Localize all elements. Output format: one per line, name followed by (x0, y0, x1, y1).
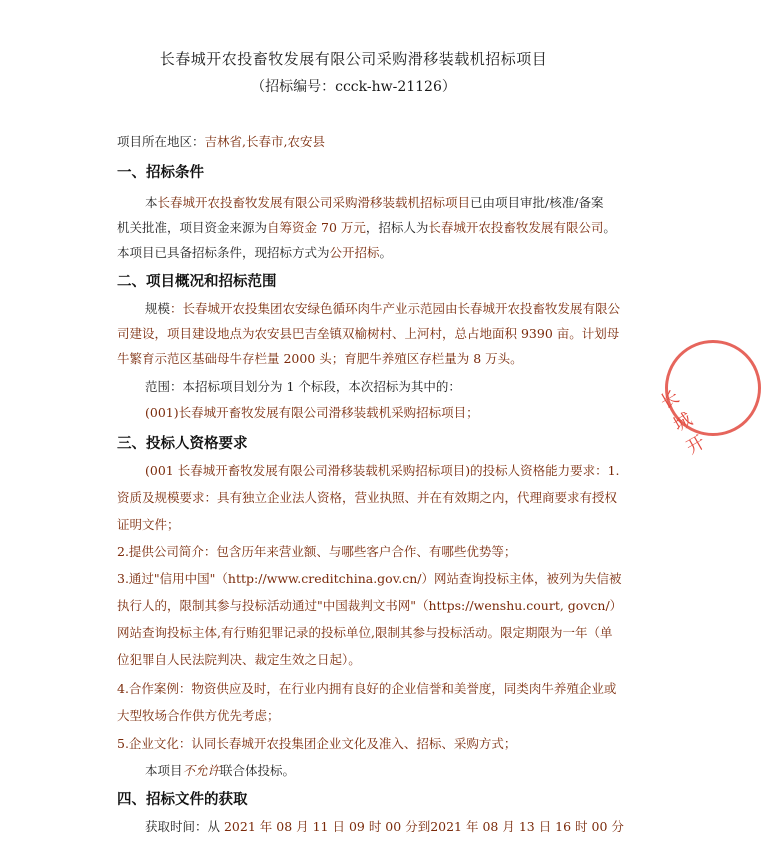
s1-text: 机关批准，项目资金来源为 (117, 220, 268, 235)
s3-line-2: 资质及规模要求：具有独立企业法人资格，营业执照、并在有效期之内，代理商要求有授权 (117, 490, 618, 505)
seal-text: 长城开 (656, 385, 711, 459)
s1-text: 本 (145, 195, 158, 210)
s3-line-12 (145, 762, 295, 780)
s3-line-1: (001 长春城开畜牧发展有限公司滑移装载机采购招标项目)的投标人资格能力要求：1. (145, 463, 620, 478)
s2-line-1 (145, 300, 620, 318)
s2-line-3: 牛繁育示范区基础母牛存栏量 2000 头；育肥牛养殖区存栏量为 8 万头。 (117, 351, 523, 366)
section-4-heading: 四、招标文件的获取 (117, 792, 248, 808)
s1-text: 已由项目审批/核准/备案 (470, 195, 604, 210)
s1-line-1 (145, 194, 603, 212)
end-time: 2021 年 08 月 13 日 16 时 00 分 (430, 819, 624, 834)
s3-line-10: 大型牧场合作供方优先考虑； (117, 708, 280, 723)
s3-line-4: 2.提供公司简介：包含历年来营业额、与哪些客户合作、有哪些优势等； (117, 544, 517, 559)
s1-text: 。 (379, 245, 393, 260)
s3-text: 本项目 (145, 763, 183, 778)
funding-source: 自筹资金 70 万元 (267, 220, 366, 235)
scale-label: 规模 (145, 301, 171, 316)
s3-line-6: 执行人的，限制其参与投标活动通过"中国裁判文书网"（https://wenshu.court, govcn/） (117, 598, 623, 613)
scale-text: ：长春城开农投集团农安绿色循环肉牛产业示范园由长春城开农投畜牧发展有限公 (170, 301, 621, 316)
region-label: 项目所在地区： (117, 134, 205, 149)
tender-method: 公开招标 (329, 245, 380, 260)
s2-line-2: 司建设，项目建设地点为农安县巴吉垒镇双榆树村、上河村，总占地面积 9390 亩。计划母 (117, 326, 620, 341)
consortium-policy: 不允许 (182, 763, 221, 778)
region-value: 吉林省,长春市,农安县 (204, 134, 325, 149)
s3-line-3: 证明文件； (117, 517, 180, 532)
s3-line-7: 网站查询投标主体,有行贿犯罪记录的投标单位,限制其参与投标活动。限定期限为一年（单 (117, 625, 613, 640)
section-1-heading: 一、招标条件 (117, 165, 204, 181)
s1-text: 。 (603, 220, 616, 235)
document-title: 长春城开农投畜牧发展有限公司采购滑移装载机招标项目 (159, 50, 548, 68)
s3-text: 联合体投标。 (220, 763, 296, 778)
s1-text: ，招标人为 (365, 220, 429, 235)
region-line (117, 133, 325, 151)
tender-number: （招标编号：ccck-hw-21126） (251, 79, 456, 95)
s1-text: 本项目已具备招标条件，现招标方式为 (117, 245, 330, 260)
time-connector: 到 (417, 819, 431, 834)
time-label: 获取时间：从 (145, 819, 224, 834)
section-2-heading: 二、项目概况和招标范围 (117, 274, 277, 290)
s3-line-8: 位犯罪自人民法院判决、裁定生效之日起）。 (117, 652, 361, 667)
tenderer-name: 长春城开农投畜牧发展有限公司 (428, 220, 604, 235)
s4-line-1 (145, 818, 624, 836)
project-name: 长春城开农投畜牧发展有限公司采购滑移装载机招标项目 (157, 195, 471, 210)
s1-line-3 (117, 244, 392, 262)
s1-line-2 (117, 219, 616, 237)
s3-line-5: 3.通过"信用中国"（http://www.creditchina.gov.cn/）网站查询投标主体，被列为失信被 (117, 571, 622, 586)
start-time: 2021 年 08 月 11 日 09 时 00 分 (223, 819, 418, 834)
s3-line-11: 5.企业文化：认同长春城开农投集团企业文化及准入、招标、采购方式； (117, 736, 517, 751)
s2-line-4: 范围：本招标项目划分为 1 个标段，本次招标为其中的： (145, 379, 461, 394)
s3-line-9: 4.合作案例：物资供应及时，在行业内拥有良好的企业信誉和美誉度，同类肉牛养殖企业或 (117, 681, 617, 696)
s2-line-5: (001)长春城开畜牧发展有限公司滑移装载机采购招标项目； (145, 405, 479, 420)
section-3-heading: 三、投标人资格要求 (117, 436, 248, 452)
